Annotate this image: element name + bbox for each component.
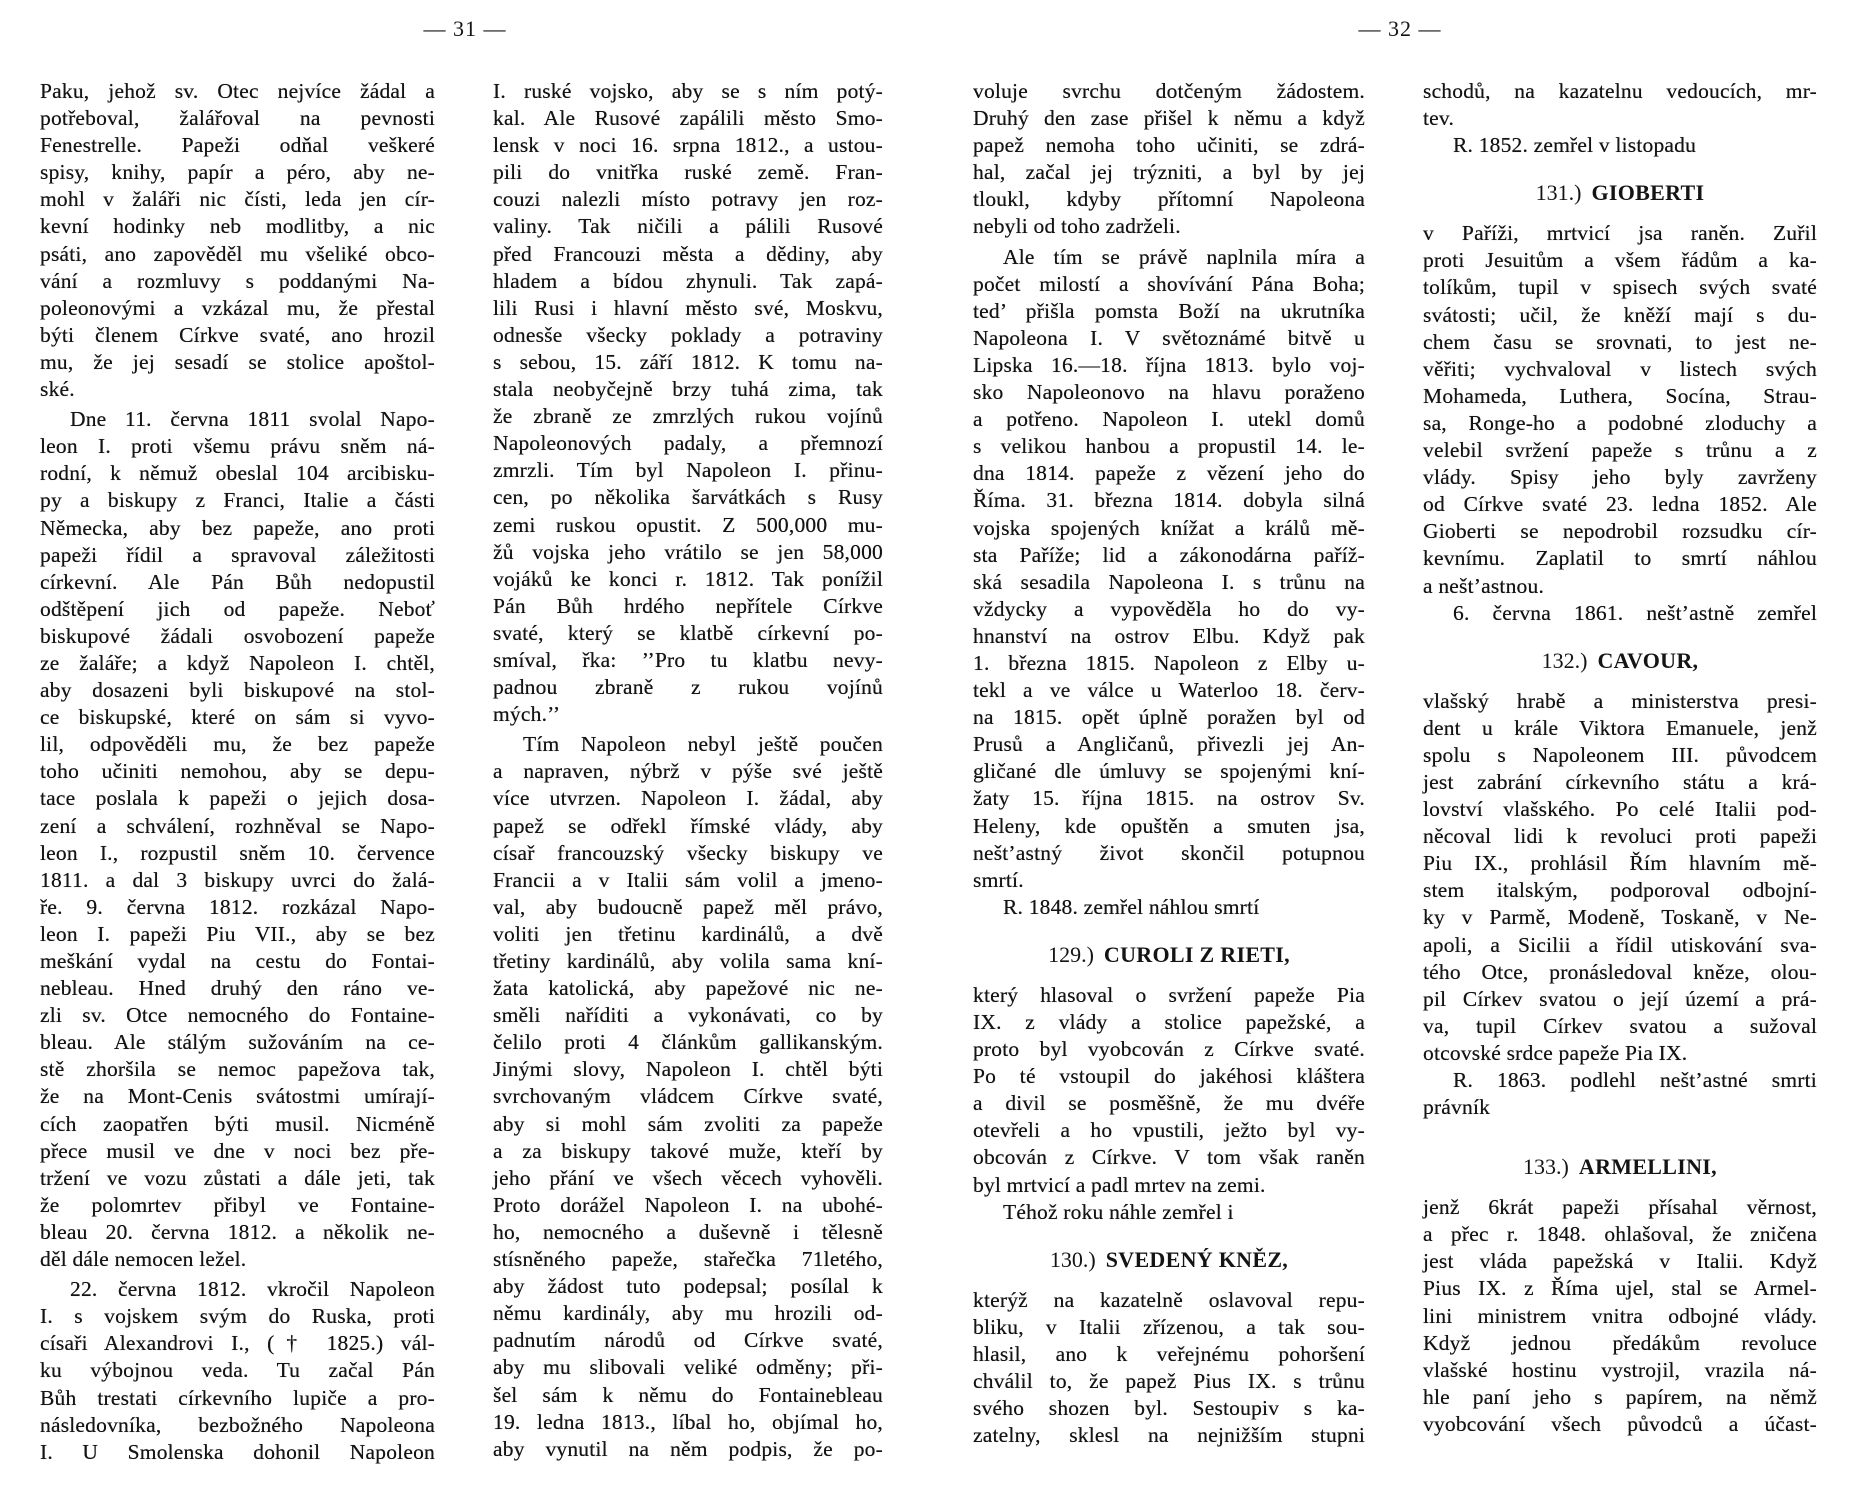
text-line: hlasil, ano k veřejnému pohoršení bbox=[973, 1341, 1365, 1366]
text-line: biskupové žádali osvobození papeže bbox=[40, 623, 435, 648]
text-line: císař francouzský všecky biskupy ve bbox=[493, 840, 883, 865]
text-line: chválil to, že papež Pius IX. s trůnu bbox=[973, 1369, 1365, 1394]
text-line: a napraven, nýbrž v pýše své ještě bbox=[493, 759, 883, 784]
text-line: jest zabrání církevního státu a krá- bbox=[1423, 769, 1817, 794]
section-title: GIOBERTI bbox=[1591, 180, 1705, 206]
text-line: meškání vydal na cestu do Fontai- bbox=[40, 949, 435, 973]
text-line: bleau. Ale stálým sužováním na ce- bbox=[40, 1030, 435, 1055]
text-line: církevní. Ale Pán Bůh nedopustil bbox=[40, 569, 435, 594]
text-line: Francii a v Italii sám volil a jmeno- bbox=[493, 867, 883, 892]
text-line: žaty 15. října 1815. na ostrov Sv. bbox=[973, 786, 1365, 811]
text-line: pili do vnitřka ruské země. Fran- bbox=[493, 160, 883, 185]
text-line: Napoleonových padaly, a přemnozí bbox=[493, 431, 883, 456]
text-line: býti členem Církve svaté, ano hrozil bbox=[40, 322, 435, 347]
text-line: vždycky a vypověděla ho do vy- bbox=[973, 596, 1365, 621]
text-line: sko Napoleonovo na hlavu poraženo bbox=[973, 380, 1365, 405]
text-line: Lipska 16.—18. října 1813. bylo voj- bbox=[973, 352, 1365, 377]
text-line: Mohameda, Luthera, Socína, Strau- bbox=[1423, 383, 1817, 408]
text-line: pil Církev svatou o její území a prá- bbox=[1423, 986, 1817, 1011]
section-title: CAVOUR, bbox=[1597, 647, 1699, 673]
text-line: že na Mont-Cenis svátostmi umírají- bbox=[40, 1084, 435, 1109]
text-line: padnutím národů od Církve svaté, bbox=[493, 1328, 883, 1353]
text-line: stě zhoršila se nemoc papežova tak, bbox=[40, 1057, 435, 1082]
text-line: který hlasoval o svržení papeže Pia bbox=[973, 982, 1365, 1007]
text-line: apoli, a Sicilii a řídil utiskování sva- bbox=[1423, 932, 1817, 957]
text-line: Druhý den zase přišel k němu a když bbox=[973, 106, 1365, 131]
text-line: Jinými slovy, Napoleon I. chtěl býti bbox=[493, 1057, 883, 1082]
text-line: Říma. 31. března 1814. dobyla silná bbox=[973, 488, 1365, 513]
text-line: kterýž na kazatelně oslavoval repu- bbox=[973, 1287, 1365, 1312]
text-line: přece musil ve dne v noci bez pře- bbox=[40, 1138, 435, 1163]
text-line: vojáků ke konci r. 1812. Tak ponížil bbox=[493, 566, 883, 591]
text-line: R. 1848. zemřel náhlou smrtí bbox=[1003, 894, 1260, 919]
text-line: Prusů a Angličanů, přivezli jej An- bbox=[973, 732, 1365, 757]
text-line: jeho přání ve všech věcech vyhověli. bbox=[493, 1165, 883, 1190]
text-line: a přec r. 1848. ohlašoval, že zničena bbox=[1423, 1222, 1817, 1247]
text-line: Bůh trestati církevního lupiče a pro- bbox=[40, 1385, 435, 1410]
text-line: lil, odpověděli mu, že bez papeže bbox=[40, 732, 435, 757]
text-line: tekl a ve válce u Waterloo 18. červ- bbox=[973, 678, 1365, 703]
text-line: zemi ruskou opustit. Z 500,000 mu- bbox=[493, 512, 883, 537]
text-line: tého Otce, pronásledoval kněze, olou- bbox=[1423, 959, 1817, 984]
text-line: py a biskupy z Franci, Italie a části bbox=[40, 488, 435, 513]
text-line: směli naříditi a vykonávati, co by bbox=[493, 1003, 883, 1028]
text-line: na 1815. opět úplně poražen byl od bbox=[973, 705, 1365, 730]
text-line: aby žádost tuto podepsal; posílal k bbox=[493, 1274, 883, 1299]
text-line: proti Jesuitům a všem řádům a ka- bbox=[1423, 248, 1817, 273]
paragraph bbox=[1423, 78, 1817, 132]
paragraph bbox=[1423, 688, 1817, 1067]
text-line: otcovské srdce papeže Pia IX. bbox=[1423, 1040, 1688, 1065]
paragraph bbox=[973, 894, 1365, 921]
text-line: ky v Parmě, Modeně, Toskaně, v Ne- bbox=[1423, 905, 1817, 930]
text-line: aby mu slibovali veliké odměny; při- bbox=[493, 1355, 883, 1380]
text-line: nešt’astný život skončil potupnou bbox=[973, 840, 1365, 865]
text-line: aby si mohl sám zvoliti za papeže bbox=[493, 1111, 883, 1136]
text-line: ku výbojnou veda. Tu začal Pán bbox=[40, 1358, 435, 1383]
text-line: kevnímu. Zaplatil to smrtí náhlou bbox=[1423, 546, 1817, 571]
text-line: zení a schválení, rozhněval se Napo- bbox=[40, 813, 435, 838]
text-line: schodů, na kazatelnu vedoucích, mr- bbox=[1423, 79, 1817, 103]
text-line: voliti jen třetinu kardinálů, a dvě bbox=[493, 921, 883, 946]
text-line: ské. bbox=[40, 377, 75, 402]
paragraph bbox=[973, 1199, 1365, 1226]
page-number-32: — 32 — bbox=[1358, 16, 1442, 41]
text-line: svaté, který se klatbě církevní po- bbox=[493, 620, 883, 645]
text-line: zatelny, sklesl na nejnižším stupni bbox=[973, 1423, 1365, 1448]
text-line: voluje svrchu dotčeným žádostem. bbox=[973, 79, 1365, 103]
text-line: a nešt’astnou. bbox=[1423, 573, 1545, 598]
text-line: odštěpení jich od papeže. Neboť bbox=[40, 596, 435, 621]
text-line: hnanství na ostrov Elbu. Když pak bbox=[973, 623, 1365, 648]
text-line: nebleau. Hned druhý den ráno ve- bbox=[40, 976, 435, 1001]
text-line: Po té vstoupil do jakéhosi kláštera bbox=[973, 1064, 1365, 1089]
paragraph bbox=[493, 78, 883, 728]
text-line: Fenestrelle. Papeži odňal veškeré bbox=[40, 133, 435, 158]
text-line: před Francouzi města a dědiny, aby bbox=[493, 241, 883, 266]
text-line: ho, nemocného a duševně i tělesně bbox=[493, 1219, 883, 1244]
text-line: tolíkům, tupil v spisech svých svaté bbox=[1423, 275, 1817, 300]
page-number-31: — 31 — bbox=[423, 16, 507, 41]
paragraph bbox=[973, 244, 1365, 894]
text-line: děl dále nemocen ležel. bbox=[40, 1247, 247, 1272]
text-line: spisy, knihy, papír a péro, aby ne- bbox=[40, 160, 435, 185]
text-line: val, aby budoucně papež měl právo, bbox=[493, 894, 883, 919]
text-line: vlašský hrabě a ministerstva presi- bbox=[1423, 688, 1817, 713]
text-line: ská sesadila Napoleona I. s trůnu na bbox=[973, 569, 1365, 594]
text-line: a potřeno. Napoleon I. utekl domů bbox=[973, 407, 1365, 432]
text-line: žů vojska jeho vrátilo se jen 58,000 bbox=[493, 539, 883, 564]
text-line: hladem a bídou zhynuli. Tak zapá- bbox=[493, 268, 883, 293]
text-line: valiny. Tak ničili a pálili Rusové bbox=[493, 214, 883, 239]
text-line: dent u krále Viktora Emanuele, jenž bbox=[1423, 715, 1817, 740]
paragraph bbox=[1423, 220, 1817, 599]
text-line: a divil se posměšně, že mu dvéře bbox=[973, 1091, 1365, 1116]
text-line: 1. března 1815. Napoleon z Elby u- bbox=[973, 650, 1365, 675]
text-line: vání a rozmluvy s poddanými Na- bbox=[40, 268, 435, 293]
text-line: couzi nalezli místo potravy jen roz- bbox=[493, 187, 883, 212]
text-line: stala neobyčejně brzy tuhá zima, tak bbox=[493, 377, 883, 402]
paragraph bbox=[1423, 1194, 1817, 1438]
text-column-page31-left bbox=[40, 78, 435, 1466]
text-line: zmrzli. Tím byl Napoleon I. přinu- bbox=[493, 458, 883, 483]
text-line: více utvrzen. Napoleon I. žádal, aby bbox=[493, 786, 883, 811]
text-line: Piu IX., prohlásil Řím hlavním mě- bbox=[1423, 851, 1817, 876]
text-line: papež se odřekl římské vlády, aby bbox=[493, 813, 883, 838]
text-column-page31-right bbox=[493, 78, 883, 1463]
text-line: Napoleona I. V světoznámé bitvě u bbox=[973, 325, 1365, 350]
text-line: mohl v žaláři nic čísti, leda jen cír- bbox=[40, 187, 435, 212]
text-line: papeži řídil a spravoval záležitosti bbox=[40, 542, 435, 567]
text-line: IX. z vlády a stolice papežské, a bbox=[973, 1010, 1365, 1034]
text-line: v Paříži, mrtvicí jsa raněn. Zuřil bbox=[1423, 221, 1817, 246]
text-line: tace poslala k papeži o jejich dosa- bbox=[40, 786, 435, 811]
text-line: následovníka, bezbožného Napoleona bbox=[40, 1412, 435, 1437]
text-line: něcoval lidi k revoluci proti papeži bbox=[1423, 824, 1817, 849]
text-line: leon I. proti všemu právu sněm ná- bbox=[40, 434, 435, 459]
text-line: I. U Smolenska dohonil Napoleon bbox=[40, 1439, 435, 1464]
text-line: nebyli od toho zadrželi. bbox=[973, 214, 1181, 239]
text-line: R. 1852. zemřel v listopadu bbox=[1453, 133, 1697, 158]
text-line: ře. 9. června 1812. rozkázal Napo- bbox=[40, 894, 435, 919]
text-line: cen, po několika šarvátkách s Rusy bbox=[493, 485, 883, 510]
text-line: velebil svržení papeže s trůnu a z bbox=[1423, 438, 1817, 463]
text-line: lovství vlašského. Po celé Italii pod- bbox=[1423, 797, 1817, 822]
text-line: byl mrtvicí a padl mrtev na zemi. bbox=[973, 1172, 1266, 1197]
text-line: Heleny, kde opuštěn a smuten jsa, bbox=[973, 813, 1365, 838]
text-line: 6. června 1861. nešt’astně zemřel bbox=[1453, 600, 1817, 625]
section-title: SVEDENÝ KNĚZ, bbox=[1105, 1246, 1289, 1272]
section-heading bbox=[1423, 646, 1817, 676]
section-number: 131.) bbox=[1535, 180, 1582, 206]
text-line: leon I. papeži Piu VII., aby se bez bbox=[40, 921, 435, 946]
text-line: poleonovými a vzkázal mu, že přestal bbox=[40, 295, 435, 320]
text-line: stem italským, podporoval odbojní- bbox=[1423, 878, 1817, 903]
text-line: že zbraně ze zmrzlých rukou vojínů bbox=[493, 404, 883, 429]
text-line: mu, že jej sesadí se stolice apoštol- bbox=[40, 349, 435, 374]
text-line: 19. ledna 1813., líbal ho, objímal ho, bbox=[493, 1409, 883, 1434]
text-line: I. ruské vojsko, aby se s ním potý- bbox=[493, 79, 883, 103]
paragraph bbox=[40, 78, 435, 403]
text-line: jenž 6krát papeži přísahal věrnost, bbox=[1423, 1195, 1817, 1220]
text-line: otevřeli a ho vpustili, ježto byl vy- bbox=[973, 1118, 1365, 1143]
text-line: bleau 20. června 1812. a několik ne- bbox=[40, 1219, 435, 1244]
paragraph bbox=[973, 982, 1365, 1199]
text-line: ze žaláře; a když Napoleon I. chtěl, bbox=[40, 650, 435, 675]
text-line: I. s vojskem svým do Ruska, proti bbox=[40, 1304, 435, 1329]
section-heading bbox=[973, 1245, 1365, 1275]
section-heading bbox=[1423, 178, 1817, 208]
paragraph bbox=[973, 1287, 1365, 1450]
text-line: od Církve svaté 23. ledna 1852. Ale bbox=[1423, 492, 1817, 517]
paragraph bbox=[493, 731, 883, 1463]
text-line: kal. Ale Rusové zapálili město Smo- bbox=[493, 106, 883, 131]
text-line: že polomrtev přibyl ve Fontaine- bbox=[40, 1192, 435, 1217]
section-heading bbox=[1423, 1152, 1817, 1182]
text-line: vojska spojených knížat a králů mě- bbox=[973, 515, 1365, 540]
text-line: císaři Alexandrovi I., († 1825.) vál- bbox=[40, 1331, 435, 1356]
text-line: ted’ přišla pomsta Boží na ukrutníka bbox=[973, 298, 1365, 323]
section-number: 129.) bbox=[1048, 941, 1094, 967]
text-line: smíval, řka: ’’Pro tu klatbu nevy- bbox=[493, 647, 883, 672]
text-line: Když jednou předákům revoluce bbox=[1423, 1330, 1817, 1355]
text-line: svrchovaným vládcem Církve svaté, bbox=[493, 1084, 883, 1109]
text-line: Pius IX. z Říma ujel, stal se Armel- bbox=[1423, 1276, 1817, 1301]
text-line: potřeboval, žalářoval na pevnosti bbox=[40, 106, 435, 131]
text-line: aby vynutil na něm podpis, že po- bbox=[493, 1436, 883, 1461]
text-line: tev. bbox=[1423, 106, 1455, 131]
text-line: odnesše všecky poklady a potraviny bbox=[493, 322, 883, 347]
text-line: žata katolická, aby papežové nic ne- bbox=[493, 976, 883, 1001]
text-line: svého shozen byl. Sestoupiv s ka- bbox=[973, 1396, 1365, 1421]
text-line: Paku, jehož sv. Otec nejvíce žádal a bbox=[40, 79, 435, 103]
text-line: Téhož roku náhle zemřel i bbox=[1003, 1199, 1234, 1224]
text-line: mých.’’ bbox=[493, 702, 561, 727]
text-line: proto byl vyobcován z Církve svaté. bbox=[973, 1037, 1365, 1062]
text-line: Německa, aby bez papeže, ano proti bbox=[40, 515, 435, 540]
text-line: aby dosazeni byli biskupové na stol- bbox=[40, 678, 435, 703]
section-title: CUROLI Z RIETI, bbox=[1103, 941, 1290, 967]
text-line: obcován z Církve. V tom však raněn bbox=[973, 1145, 1365, 1170]
text-line: Proto dorážel Napoleon I. na ubohé- bbox=[493, 1192, 883, 1217]
text-line: chem času se srovnati, to jest ne- bbox=[1423, 329, 1817, 354]
section-number: 133.) bbox=[1523, 1154, 1569, 1180]
paragraph bbox=[973, 78, 1365, 241]
text-line: Gioberti se nepodrobil rozsudku cír- bbox=[1423, 519, 1817, 544]
section-number: 130.) bbox=[1049, 1246, 1096, 1272]
text-line: Tím Napoleon nebyl ještě poučen bbox=[523, 732, 883, 757]
text-line: cích zaopatřen býti musil. Nicméně bbox=[40, 1111, 435, 1136]
text-line: sta Paříže; lid a zákonodárna paříž- bbox=[973, 542, 1365, 567]
text-line: hal, začal jej trýzniti, a byl by jej bbox=[973, 160, 1365, 185]
text-line: papež nemoha toho učiniti, se zdrá- bbox=[973, 133, 1365, 158]
text-line: Ale tím se právě naplnila míra a bbox=[1003, 244, 1365, 269]
paragraph bbox=[1423, 600, 1817, 627]
text-line: Pán Bůh hrdého nepřítele Církve bbox=[493, 593, 883, 618]
text-line: zli sv. Otce nemocného do Fontaine- bbox=[40, 1003, 435, 1028]
text-column-page32-left bbox=[973, 78, 1365, 1449]
text-line: toho učiniti nemohou, aby se depu- bbox=[40, 759, 435, 784]
text-line: rodní, k němuž obeslal 104 arcibisku- bbox=[40, 461, 435, 486]
text-line: 22. června 1812. vkročil Napoleon bbox=[70, 1277, 435, 1302]
text-line: vlašské hostinu vystrojil, vrazila ná- bbox=[1423, 1357, 1817, 1382]
text-line: leon I., rozpustil sněm 10. července bbox=[40, 840, 435, 865]
text-line: psáti, ano zapověděl mu všeliké obco- bbox=[40, 241, 435, 266]
text-line: vyobcování všech původců a účast- bbox=[1423, 1411, 1817, 1436]
text-line: vlády. Spisy jeho byly zavrženy bbox=[1423, 465, 1817, 490]
paragraph bbox=[40, 1276, 435, 1466]
text-line: právník bbox=[1423, 1095, 1491, 1120]
text-line: ce biskupské, které on sám si vyvo- bbox=[40, 705, 435, 730]
text-line: věřiti; vychvaloval v listech svých bbox=[1423, 356, 1817, 381]
text-line: počet milostí a shovívání Pána Boha; bbox=[973, 271, 1365, 296]
text-line: tloukl, kdyby přítomní Napoleona bbox=[973, 187, 1365, 212]
text-line: třetiny kardinálů, aby volila sama kní- bbox=[493, 949, 883, 973]
text-line: smrtí. bbox=[973, 867, 1024, 892]
text-line: dna 1814. papeže z vězení jeho do bbox=[973, 461, 1365, 486]
text-line: 1811. a dal 3 biskupy uvrci do žalá- bbox=[40, 867, 435, 892]
text-line: va, tupil Církev svatou a sužoval bbox=[1423, 1013, 1817, 1038]
paragraph bbox=[1423, 1067, 1817, 1121]
text-line: s sebou, 15. září 1812. K tomu na- bbox=[493, 349, 883, 374]
section-title: ARMELLINI, bbox=[1578, 1154, 1717, 1180]
text-line: čelilo proti 4 článkům gallikanským. bbox=[493, 1030, 883, 1055]
text-line: stísněného papeže, stařečka 71letého, bbox=[493, 1247, 883, 1272]
text-line: sa, Ronge-ho a podobné zloduchy a bbox=[1423, 410, 1817, 435]
paragraph bbox=[1423, 132, 1817, 159]
text-line: lili Rusi i hlavní město své, Moskvu, bbox=[493, 295, 883, 320]
text-line: němu kardinály, aby mu hrozili od- bbox=[493, 1301, 883, 1326]
text-line: Dne 11. června 1811 svolal Napo- bbox=[70, 407, 435, 432]
text-line: jest vláda papežská v Italii. Když bbox=[1423, 1249, 1817, 1274]
text-line: gličané dle úmluvy se spojenými kní- bbox=[973, 759, 1365, 784]
text-line: svátosti; učil, že kněží mají s du- bbox=[1423, 302, 1817, 327]
text-line: padnou zbraně z rukou vojínů bbox=[493, 675, 883, 700]
text-line: R. 1863. podlehl nešt’astné smrti bbox=[1453, 1068, 1817, 1092]
text-line: hle paní jeho s papírem, na němž bbox=[1423, 1384, 1817, 1409]
text-line: šel sám k němu do Fontainebleau bbox=[493, 1382, 883, 1407]
text-line: tržení ve vozu zůstati a dále jeti, tak bbox=[40, 1165, 435, 1190]
text-line: bliku, v Italii zřízenou, a tak sou- bbox=[973, 1314, 1365, 1339]
section-number: 132.) bbox=[1541, 647, 1588, 673]
text-line: s velikou hanbou a propustil 14. le- bbox=[973, 434, 1365, 459]
paragraph bbox=[40, 406, 435, 1273]
text-line: kevní hodinky neb modlitby, a nic bbox=[40, 214, 435, 239]
text-line: lini ministrem vnitra odbojné vlády. bbox=[1423, 1303, 1817, 1328]
section-heading bbox=[973, 940, 1365, 970]
text-column-page32-right bbox=[1423, 78, 1817, 1438]
text-line: spolu s Napoleonem III. původcem bbox=[1423, 742, 1817, 767]
text-line: lensk v noci 16. srpna 1812., a ustou- bbox=[493, 133, 883, 158]
text-line: a za biskupy takové muže, kteří by bbox=[493, 1138, 883, 1163]
